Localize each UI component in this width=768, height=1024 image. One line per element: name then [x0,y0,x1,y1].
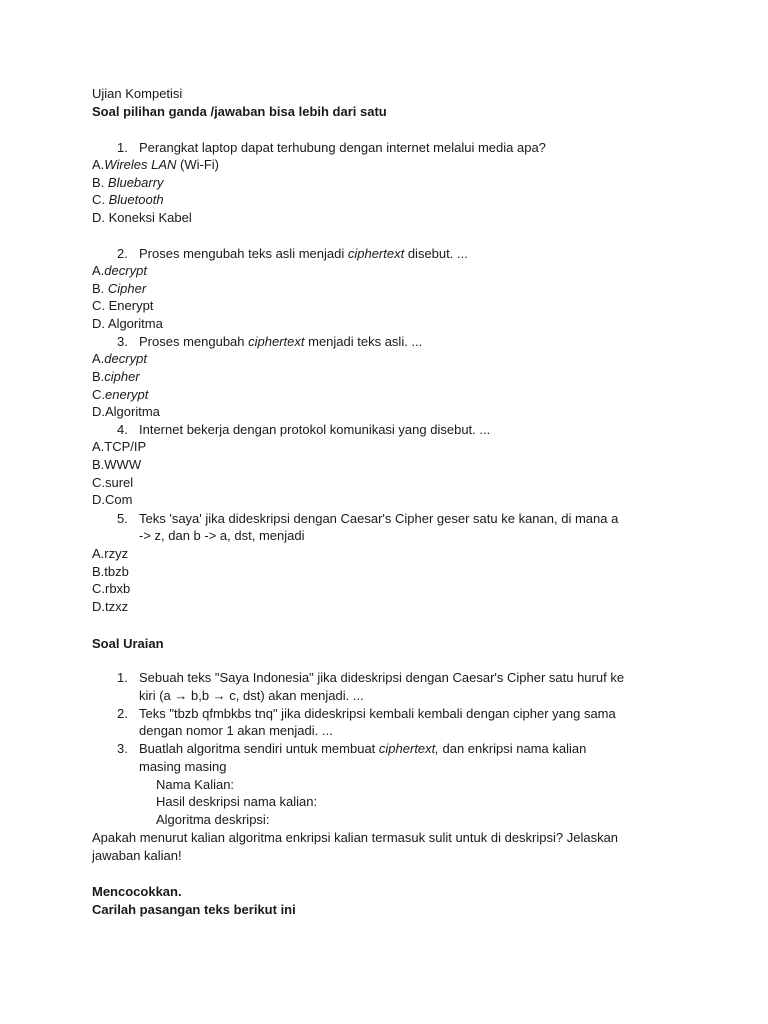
q3-option-a: A.decrypt [92,351,147,366]
q2-number: 2. [117,246,128,261]
q2-option-b: B. Cipher [92,281,147,296]
essay-heading: Soal Uraian [92,636,164,651]
q5-option-b: B.tbzb [92,564,129,579]
q4-text: Internet bekerja dengan protokol komunikasi yang disebut. ... [139,422,491,437]
essay2-line1: Teks "tbzb qfmbkbs tnq" jika dideskripsi kembali kembali dengan cipher yang sama [139,706,616,721]
essay3-algorithm-label: Algoritma deskripsi: [156,812,270,827]
q2-option-a: A.decrypt [92,263,147,278]
essay2-number: 2. [117,706,128,721]
q2-option-d: D. Algoritma [92,316,163,331]
q3-option-c: C.enerypt [92,387,149,402]
essay3-result-label: Hasil deskripsi nama kalian: [156,794,318,809]
q4-option-c: C.surel [92,475,134,490]
q3-option-d: D.Algoritma [92,404,160,419]
doc-title: Ujian Kompetisi [92,86,183,101]
q4-option-a: A.TCP/IP [92,439,147,454]
q3-number: 3. [117,334,128,349]
matching-heading: Mencocokkan. [92,884,182,899]
essay3-line1: Buatlah algoritma sendiri untuk membuat ciphertext, dan enkripsi nama kalian [139,741,587,756]
q5-option-a: A.rzyz [92,546,129,561]
essay-question-line1: Apakah menurut kalian algoritma enkripsi kalian termasuk sulit untuk di deskripsi? Jelaskan [92,830,619,845]
q2-text: Proses mengubah teks asli menjadi ciphertext disebut. ... [139,246,468,261]
q5-option-c: C.rbxb [92,581,131,596]
q1-text: Perangkat laptop dapat terhubung dengan internet melalui media apa? [139,140,546,155]
essay-question-line2: jawaban kalian! [92,848,182,863]
q2-option-c: C. Enerypt [92,298,154,313]
q1-option-d: D. Koneksi Kabel [92,210,192,225]
essay1-line1: Sebuah teks "Saya Indonesia" jika dideskripsi dengan Caesar's Cipher satu huruf ke [139,670,625,685]
q5-text-line2: -> z, dan b -> a, dst, menjadi [139,528,305,543]
q5-number: 5. [117,511,128,526]
essay1-number: 1. [117,670,128,685]
essay3-line2: masing masing [139,759,227,774]
q5-option-d: D.tzxz [92,599,129,614]
q1-number: 1. [117,140,128,155]
essay1-line2: kiri (a → b,b → c, dst) akan menjadi. ... [139,688,364,703]
q1-option-b: B. Bluebarry [92,175,164,190]
q3-text: Proses mengubah ciphertext menjadi teks asli. ... [139,334,423,349]
q3-option-b: B.cipher [92,369,140,384]
essay3-number: 3. [117,741,128,756]
q1-option-c: C. Bluetooth [92,192,164,207]
essay2-line2: dengan nomor 1 akan menjadi. ... [139,723,333,738]
q5-text-line1: Teks 'saya' jika dideskripsi dengan Caesar's Cipher geser satu ke kanan, di mana a [139,511,619,526]
q4-number: 4. [117,422,128,437]
q4-option-b: B.WWW [92,457,142,472]
q1-option-a: A.Wireles LAN (Wi-Fi) [92,157,220,172]
essay3-name-label: Nama Kalian: [156,777,235,792]
matching-subheading: Carilah pasangan teks berikut ini [92,902,296,917]
doc-subtitle: Soal pilihan ganda /jawaban bisa lebih dari satu [92,104,387,119]
q4-option-d: D.Com [92,492,133,507]
